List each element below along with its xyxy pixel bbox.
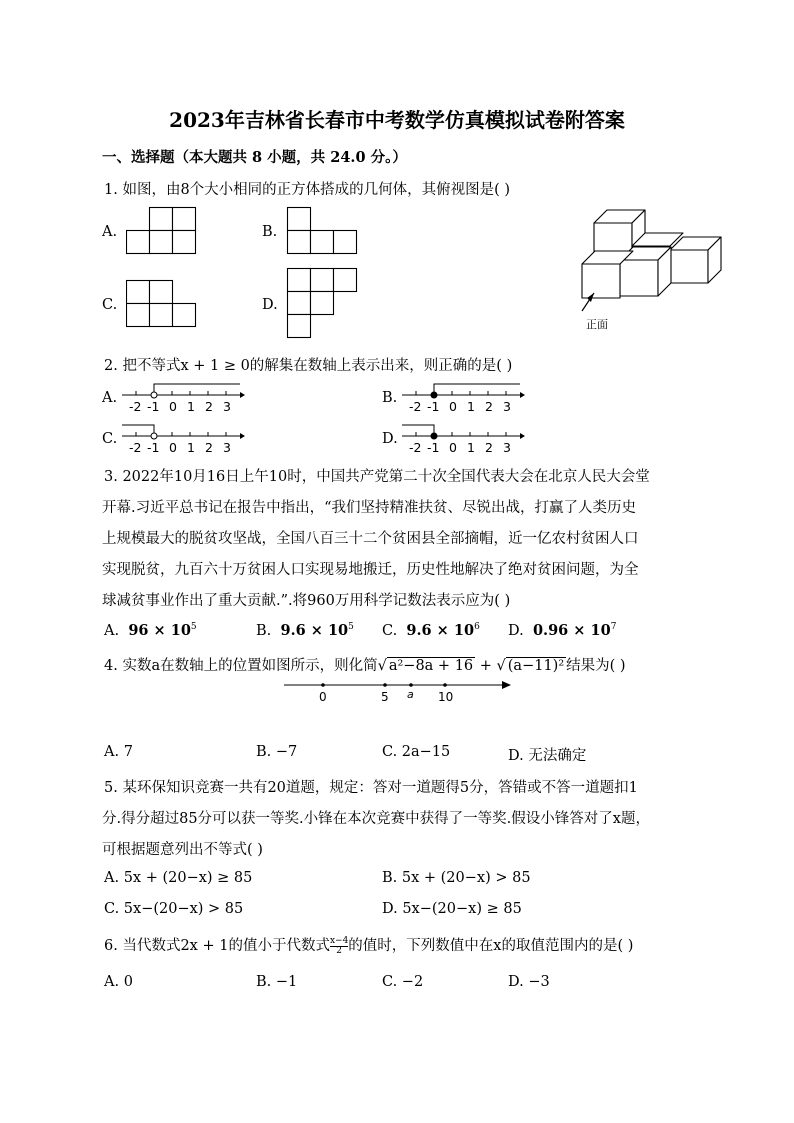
q6-option-b: B. −1 (256, 974, 298, 990)
tick: 0 (449, 440, 457, 455)
tick: 1 (467, 440, 475, 455)
q3-option-c (382, 622, 480, 639)
option-label: D. (508, 623, 524, 639)
tick: 0 (169, 440, 177, 455)
q6-frac-num: x−4 (329, 935, 349, 946)
tick: -1 (427, 440, 440, 455)
q2-option-c-label: C. (102, 431, 118, 447)
q1-option-c-label: C. (102, 297, 118, 313)
q4-stem-suffix: 结果为( ) (566, 658, 626, 674)
q1-option-d-label: D. (262, 297, 278, 313)
q1-option-b-label: B. (262, 224, 278, 240)
option-base: 9.6 × 10 (406, 622, 475, 639)
tick: 2 (485, 440, 493, 455)
question-1-stem: 1. 如图，由8个大小相同的正方体搭成的几何体，其俯视图是( ) (104, 182, 511, 198)
q4-sqrt-1: a²−8a + 16 (388, 658, 474, 674)
question-3-line-3: 上规模最大的脱贫攻坚战，全国八百三十二个贫困县全部摘帽，近一亿农村贫困人口 (102, 531, 639, 547)
tick: 0 (449, 399, 457, 414)
q5-option-d: D. 5x−(20−x) ≥ 85 (382, 901, 522, 917)
tick: -2 (129, 399, 142, 414)
question-5-line-1: 5. 某环保知识竞赛一共有20道题，规定：答对一道题得5分，答错或不答一道题扣1 (104, 780, 638, 796)
question-3-line-5: 球减贫事业作出了重大贡献.”.将960万用科学记数法表示应为( ) (102, 593, 511, 609)
option-base: 96 × 10 (128, 622, 191, 639)
sqrt-sign: √ (377, 658, 387, 674)
q4-option-c: C. 2a−15 (382, 744, 451, 760)
tick: 1 (187, 440, 195, 455)
tick: -2 (129, 440, 142, 455)
q4-option-b: B. −7 (256, 744, 298, 760)
option-label: C. (382, 623, 398, 639)
q4-stem-prefix: 4. 实数a在数轴上的位置如图所示，则化简 (104, 658, 378, 674)
tick: -1 (147, 399, 160, 414)
question-5-line-3: 可根据题意列出不等式( ) (102, 842, 263, 858)
q3-option-a (104, 622, 197, 639)
q2-option-d-numberline (398, 421, 526, 457)
tick: -1 (427, 399, 440, 414)
q4-option-a: A. 7 (104, 744, 133, 760)
tick: 3 (503, 399, 511, 414)
q2-option-b-numberline (398, 380, 526, 416)
q2-option-b-label: B. (382, 390, 398, 406)
tick: -1 (147, 440, 160, 455)
option-base: 9.6 × 10 (280, 622, 349, 639)
question-5-line-2: 分.得分超过85分可以获一等奖.小锋在本次竞赛中获得了一等奖.假设小锋答对了x题， (102, 811, 650, 827)
option-label: A. (104, 623, 120, 639)
q6-stem-prefix: 6. 当代数式2x + 1的值小于代数式 (104, 938, 330, 954)
q6-option-c: C. −2 (382, 974, 424, 990)
option-label: B. (256, 623, 272, 639)
option-base: 0.96 × 10 (532, 622, 611, 639)
q5-option-b: B. 5x + (20−x) > 85 (382, 870, 531, 886)
q6-fraction (330, 937, 348, 956)
tick: 3 (223, 399, 231, 414)
q1-cube-solid-figure (576, 198, 722, 338)
q6-stem-suffix: 的值时，下列数值中在x的取值范围内的是( ) (348, 938, 634, 954)
sqrt-sign: √ (496, 658, 506, 674)
axis-label: 0 (319, 690, 327, 704)
q4-option-d: D. 无法确定 (508, 748, 587, 764)
axis-label: 5 (381, 690, 389, 704)
q4-plus: + (475, 658, 497, 674)
q6-option-d: D. −3 (508, 974, 550, 990)
q3-option-b (256, 622, 354, 639)
option-exp: 5 (348, 622, 354, 633)
question-3-line-1: 3. 2022年10月16日上午10时，中国共产党第二十次全国代表大会在北京人民大会堂 (104, 469, 650, 485)
option-exp: 7 (610, 622, 617, 633)
q2-option-a-label: A. (102, 390, 118, 406)
q1-option-d-grid (286, 267, 360, 341)
question-2-stem: 2. 把不等式x + 1 ≥ 0的解集在数轴上表示出来，则正确的是( ) (104, 358, 513, 374)
q1-option-a-label: A. (102, 224, 118, 240)
q3-option-d (508, 622, 616, 639)
q5-option-c: C. 5x−(20−x) > 85 (104, 901, 244, 917)
question-3-line-4: 实现脱贫，九百六十万贫困人口实现易地搬迁，历史性地解决了绝对贫困问题，为全 (102, 562, 639, 578)
option-exp: 6 (474, 622, 480, 633)
q4-numberline (282, 676, 514, 706)
q6-option-a: A. 0 (104, 974, 133, 990)
q2-option-d-label: D. (382, 431, 398, 447)
axis-label: 10 (438, 690, 454, 704)
q2-option-a-numberline (118, 380, 246, 416)
page-title: 2023年吉林省长春市中考数学仿真模拟试卷附答案 (169, 108, 625, 132)
q5-option-a: A. 5x + (20−x) ≥ 85 (104, 870, 253, 886)
tick: 3 (503, 440, 511, 455)
q1-option-a-grid (126, 206, 198, 256)
q6-frac-den: 2 (336, 945, 342, 956)
tick: 1 (467, 399, 475, 414)
tick: 2 (205, 399, 213, 414)
question-3-line-2: 开幕.习近平总书记在报告中指出，“我们坚持精准扶贫、尽锐出战，打赢了人类历史 (102, 500, 637, 516)
axis-label: a (407, 688, 414, 701)
question-6-stem (104, 934, 633, 956)
tick: 0 (169, 399, 177, 414)
tick: -2 (409, 440, 422, 455)
option-exp: 5 (190, 622, 197, 633)
q4-sqrt-2: (a−11)² (507, 658, 565, 674)
q1-option-b-grid (286, 206, 358, 256)
section-heading: 一、选择题（本大题共 8 小题，共 24.0 分。） (102, 149, 407, 166)
tick: 2 (485, 399, 493, 414)
q2-option-c-numberline (118, 421, 246, 457)
q1-option-c-grid (126, 279, 198, 329)
tick: 1 (187, 399, 195, 414)
question-4-stem (104, 654, 626, 675)
tick: 3 (223, 440, 231, 455)
tick: -2 (409, 399, 422, 414)
tick: 2 (205, 440, 213, 455)
q1-front-label: 正面 (586, 318, 608, 331)
